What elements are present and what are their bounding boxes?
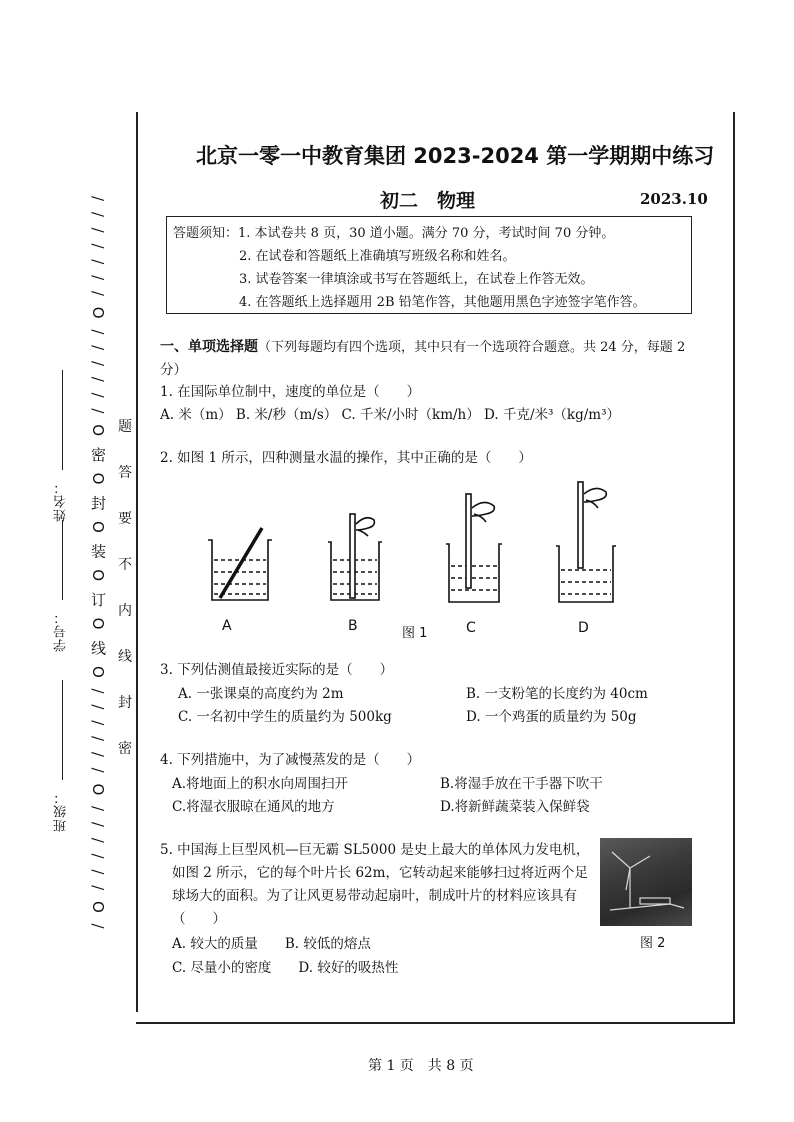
question-5-options-ab: A. 较大的质量 B. 较低的熔点 [172, 936, 371, 952]
question-3-stem: 3. 下列估测值最接近实际的是（ ） [160, 662, 394, 678]
figure-2-wind-turbine-photo [600, 838, 692, 926]
seal-char: 要 [118, 511, 132, 527]
question-5-options-cd: C. 尽量小的密度 D. 较好的吸热性 [172, 960, 399, 976]
seal-char: 密 [118, 741, 132, 757]
figure-1-label-d: D [578, 620, 589, 636]
question-3-option-b: B. 一支粉笔的长度约为 40cm [466, 686, 648, 702]
figure-2-caption: 图 2 [640, 936, 666, 951]
border-line-right [733, 112, 735, 1024]
cut-line: / / / / / / / O / / / / / / O 密 O 封 O 装 O 订 O 线 O / / / / / / O / / / / / / O / [89, 196, 107, 932]
question-5-line: 球场大的面积。为了让风更易带动起扇叶，制成叶片的材料应该具有 [172, 888, 577, 904]
figure-1-caption: 图 1 [402, 626, 428, 641]
figure-1-label-a: A [222, 618, 232, 634]
question-3-option-a: A. 一张课桌的高度约为 2m [178, 686, 344, 702]
question-4-option-c: C.将湿衣服晾在通风的地方 [172, 799, 335, 815]
border-line-bottom [136, 1022, 734, 1024]
beaker-c-illustration [446, 494, 502, 602]
class-underline [62, 680, 63, 780]
beaker-b-illustration [328, 514, 382, 600]
question-4-stem: 4. 下列措施中，为了减慢蒸发的是（ ） [160, 752, 421, 768]
question-4-option-d: D.将新鲜蔬菜装入保鲜袋 [440, 799, 590, 815]
number-label: 学号： [54, 610, 69, 652]
subject-title: 初二 物理 [380, 190, 476, 212]
class-label: 班级： [54, 790, 69, 832]
seal-char: 封 [118, 695, 132, 711]
border-line-outer [136, 112, 138, 1012]
wind-turbine-icon [600, 838, 692, 926]
question-5-line: 如图 2 所示，它的每个叶片长 62m，它转动起来能够扫过将近两个足 [172, 865, 588, 881]
beaker-d-illustration [556, 482, 616, 602]
page-number: 第 1 页 共 8 页 [368, 1058, 474, 1074]
number-underline [62, 520, 63, 600]
question-5-line: 5. 中国海上巨型风机—巨无霸 SL5000 是史上最大的单体风力发电机， [160, 842, 590, 858]
instruction-line: 3. 试卷答案一律填涂或书写在答题纸上，在试卷上作答无效。 [239, 272, 594, 287]
instruction-line: 2. 在试卷和答题纸上准确填写班级名称和姓名。 [239, 249, 516, 264]
section-desc: （下列每题均有四个选项，其中只有一个选项符合题意。共 24 分，每题 2 [258, 340, 686, 355]
seal-warning [118, 420, 132, 788]
figure-1-label-b: B [348, 618, 358, 634]
exam-date: 2023.10 [640, 190, 708, 208]
beaker-a-illustration [208, 528, 272, 600]
question-3-option-c: C. 一名初中学生的质量约为 500kg [178, 709, 392, 725]
seal-char: 题 [118, 419, 132, 435]
figure-1-beakers [190, 478, 630, 608]
question-1-stem: 1. 在国际单位制中，速度的单位是（ ） [160, 384, 421, 400]
figure-1-label-c: C [466, 620, 476, 636]
question-4-option-a: A.将地面上的积水向周围扫开 [172, 776, 349, 792]
question-2-stem: 2. 如图 1 所示，四种测量水温的操作，其中正确的是（ ） [160, 450, 532, 466]
section-heading [160, 336, 685, 356]
question-4-option-b: B.将湿手放在干手器下吹干 [440, 776, 603, 792]
page-title: 北京一零一中教育集团 2023-2024 第一学期期中练习 [196, 144, 715, 168]
instruction-line: 答题须知：1. 本试卷共 8 页，30 道小题。满分 70 分，考试时间 70 分钟。 [173, 226, 615, 241]
seal-char: 答 [118, 465, 132, 481]
seal-char: 不 [118, 557, 132, 573]
instructions-box [166, 216, 692, 314]
section-desc-cont: 分） [160, 362, 187, 378]
seal-char: 内 [118, 603, 132, 619]
name-label: 姓名： [54, 480, 69, 522]
instruction-line: 4. 在答题纸上选择题用 2B 铅笔作答，其他题用黑色字迹签字笔作答。 [239, 295, 646, 310]
seal-char: 线 [118, 649, 132, 665]
question-3-option-d: D. 一个鸡蛋的质量约为 50g [466, 709, 637, 725]
question-1-options: A. 米（m） B. 米/秒（m/s） C. 千米/小时（km/h） D. 千克/米³（kg/m³） [160, 407, 621, 423]
question-5-blank: （ ） [172, 911, 226, 927]
section-title: 一、单项选择题 [160, 339, 258, 355]
name-underline [62, 370, 63, 470]
